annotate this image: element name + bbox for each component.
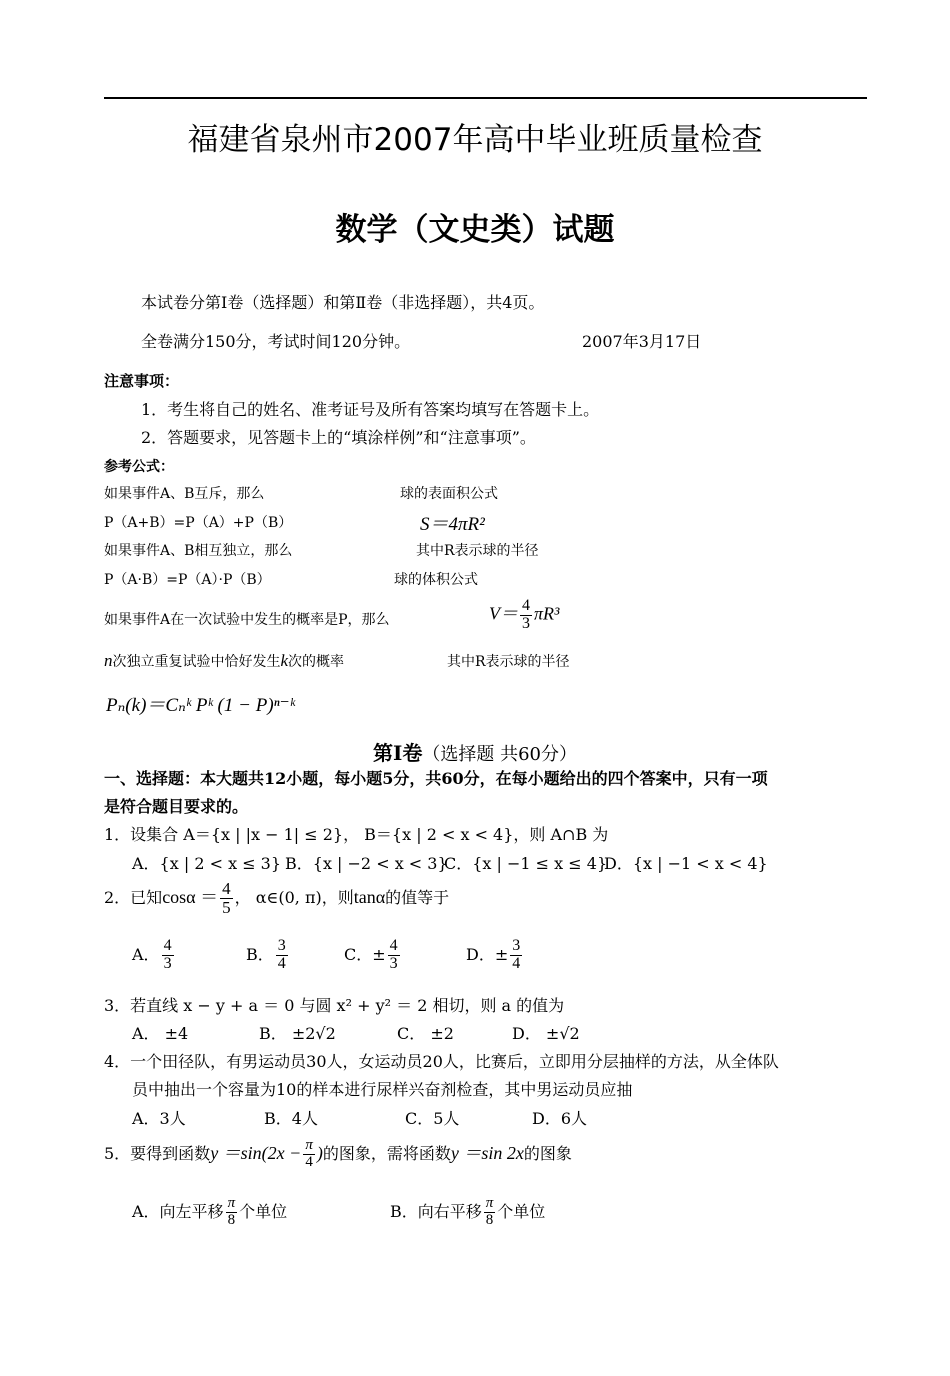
q5-b-frac bbox=[484, 1196, 496, 1229]
formula-left-6 bbox=[104, 651, 344, 671]
q5-a-unit: 个单位 bbox=[239, 1201, 288, 1221]
q5-a-num: π bbox=[227, 1195, 236, 1211]
q2-b-num: 3 bbox=[277, 937, 286, 954]
q2-b-den: 4 bbox=[277, 954, 286, 972]
sphere-area-formula: S＝4πR² bbox=[420, 514, 485, 535]
formula-left-4: P（A·B）=P（A）·P（B） bbox=[104, 572, 271, 588]
q2-b-frac bbox=[276, 938, 288, 973]
q2-cos: cosα ＝ bbox=[162, 886, 219, 907]
q5-part-3: 的图象 bbox=[523, 1143, 572, 1163]
volume-rhs: πR³ bbox=[534, 603, 560, 624]
formula-right-4: 球的体积公式 bbox=[394, 572, 478, 588]
volume-num: 4 bbox=[522, 597, 530, 614]
q2-a-frac bbox=[162, 938, 174, 973]
question-2-option-a bbox=[132, 938, 176, 973]
q5-func-2: y ＝sin 2x bbox=[450, 1142, 524, 1163]
formulas-heading: 参考公式： bbox=[104, 459, 174, 475]
q5-b-unit: 个单位 bbox=[497, 1201, 546, 1221]
q2-den: 5 bbox=[222, 897, 231, 917]
notes-heading: 注意事项： bbox=[104, 372, 180, 390]
question-3-option-a: A． ±4 bbox=[132, 1024, 189, 1043]
question-3-option-c: C． ±2 bbox=[397, 1024, 454, 1043]
formula-left-1: 如果事件A、B互斥，那么 bbox=[104, 486, 265, 502]
q2-d-frac bbox=[510, 938, 522, 973]
question-1-stem: 1．设集合 A＝{x | |x − 1| ≤ 2}， B＝{x | 2 < x < 4}，则 A∩B 为 bbox=[104, 825, 609, 844]
q2-fraction bbox=[220, 880, 233, 917]
q5-part-2: 的图象，需将函数 bbox=[322, 1143, 451, 1163]
question-3-option-b: B． ±2√2 bbox=[259, 1024, 336, 1043]
question-4-option-a: A．3人 bbox=[132, 1109, 186, 1128]
q2-d-pm: ± bbox=[494, 944, 509, 964]
q5-f1-num: π bbox=[305, 1137, 313, 1153]
section-title bbox=[0, 737, 950, 766]
q5-f1-den: 4 bbox=[303, 1154, 315, 1171]
q2-c-pm: ± bbox=[372, 944, 386, 964]
question-5-stem bbox=[104, 1138, 572, 1171]
q5-a-frac bbox=[226, 1196, 238, 1229]
question-1-option-a: A．{x | 2 < x ≤ 3} bbox=[132, 854, 282, 873]
question-1-option-c: C．{x | −1 ≤ x ≤ 4} bbox=[444, 854, 608, 873]
q2-part-2: ， α∈(0, π)，则 bbox=[234, 887, 354, 907]
formula-left-3: 如果事件A、B相互独立，那么 bbox=[104, 543, 293, 559]
notes-item-2: 2．答题要求，见答题卡上的“填涂样例”和“注意事项”。 bbox=[141, 428, 536, 447]
section-title-bold: 第Ⅰ卷 bbox=[373, 741, 423, 765]
section-instruction-1: 一、选择题：本大题共12小题，每小题5分，共60分，在每小题给出的四个答案中，只有一项 bbox=[104, 769, 768, 788]
section-instruction-2: 是符合题目要求的。 bbox=[104, 797, 249, 816]
formula-left-2: P（A+B）=P（A）+P（B） bbox=[104, 515, 293, 531]
question-4-option-c: C．5人 bbox=[405, 1109, 460, 1128]
section-title-rest: （选择题 共60分） bbox=[422, 744, 577, 765]
question-4-option-d: D．6人 bbox=[532, 1109, 588, 1128]
volume-fraction bbox=[520, 598, 532, 633]
q2-a-label: A． bbox=[132, 944, 160, 964]
q2-d-den: 4 bbox=[512, 954, 521, 972]
question-1-option-d: D．{x | −1 < x < 4} bbox=[604, 854, 768, 873]
notes-item-1: 1．考生将自己的姓名、准考证号及所有答案均填写在答题卡上。 bbox=[141, 400, 600, 419]
formula-left-6a: 次独立重复试验中恰好发生 bbox=[112, 654, 281, 670]
top-rule bbox=[104, 97, 867, 99]
question-4-line-2: 员中抽出一个容量为10的样本进行尿样兴奋剂检查，其中男运动员应抽 bbox=[132, 1080, 633, 1099]
question-5-option-a bbox=[132, 1196, 287, 1229]
q5-func-1: y ＝sin(2x − bbox=[210, 1142, 302, 1163]
question-2-option-d bbox=[466, 938, 524, 973]
formula-right-1: 球的表面积公式 bbox=[400, 486, 498, 502]
q5-part-1: 5．要得到函数 bbox=[104, 1143, 211, 1163]
question-2-option-b bbox=[246, 938, 290, 973]
intro-line-2: 全卷满分150分，考试时间120分钟。 bbox=[141, 332, 411, 351]
binomial-formula: Pₙ(k)＝Cₙᵏ Pᵏ (1 − P)ⁿ⁻ᵏ bbox=[106, 695, 295, 716]
exam-title: 福建省泉州市2007年高中毕业班质量检查 bbox=[187, 122, 763, 158]
q5-b-label: B．向右平移 bbox=[390, 1201, 482, 1221]
exam-subtitle: 数学（文史类）试题 bbox=[335, 212, 615, 248]
q2-a-den: 3 bbox=[163, 954, 172, 972]
q5-func-1-frac bbox=[303, 1138, 315, 1171]
q2-part-1: 2．已知 bbox=[104, 887, 163, 907]
q2-d-label: D． bbox=[466, 944, 495, 964]
q2-d-num: 3 bbox=[512, 937, 521, 954]
volume-lhs: V＝ bbox=[489, 603, 518, 624]
q2-tan: tanα bbox=[353, 886, 386, 907]
question-4-option-b: B．4人 bbox=[264, 1109, 318, 1128]
q2-c-num: 4 bbox=[389, 937, 398, 954]
q2-a-num: 4 bbox=[163, 937, 172, 954]
question-3-option-d: D． ±√2 bbox=[512, 1024, 580, 1043]
var-k: k bbox=[280, 651, 289, 670]
q5-a-den: 8 bbox=[226, 1212, 238, 1229]
formula-left-6b: 次的概率 bbox=[288, 654, 345, 670]
question-4-line-1: 4．一个田径队，有男运动员30人，女运动员20人，比赛后，立即用分层抽样的方法，从全体队 bbox=[104, 1052, 779, 1071]
question-1-option-b: B．{x | −2 < x < 3} bbox=[285, 854, 448, 873]
var-n: n bbox=[104, 651, 113, 670]
q2-part-3: 的值等于 bbox=[385, 887, 450, 907]
q5-b-num: π bbox=[485, 1195, 494, 1211]
q5-b-den: 8 bbox=[484, 1212, 496, 1229]
q2-num: 4 bbox=[222, 879, 231, 898]
exam-date: 2007年3月17日 bbox=[582, 332, 702, 351]
intro-line-1: 本试卷分第Ⅰ卷（选择题）和第Ⅱ卷（非选择题），共4页。 bbox=[141, 293, 545, 312]
formula-right-3: 其中R表示球的半径 bbox=[416, 543, 539, 559]
question-2-stem bbox=[104, 880, 449, 917]
q2-b-label: B． bbox=[246, 944, 274, 964]
q2-c-label: C． bbox=[344, 944, 373, 964]
question-3-stem: 3．若直线 x − y + a ＝ 0 与圆 x² + y² ＝ 2 相切，则 a 的值为 bbox=[104, 996, 565, 1015]
volume-den: 3 bbox=[522, 614, 530, 632]
question-5-option-b bbox=[390, 1196, 545, 1229]
q2-c-frac bbox=[388, 938, 400, 973]
q5-a-label: A．向左平移 bbox=[132, 1201, 224, 1221]
q5-func-1-end: ) bbox=[316, 1142, 323, 1163]
formula-right-6: 其中R表示球的半径 bbox=[447, 654, 570, 670]
q2-c-den: 3 bbox=[389, 954, 398, 972]
formula-left-5: 如果事件A在一次试验中发生的概率是P，那么 bbox=[104, 612, 390, 628]
question-2-option-c bbox=[344, 938, 402, 973]
sphere-volume-formula bbox=[489, 598, 559, 633]
